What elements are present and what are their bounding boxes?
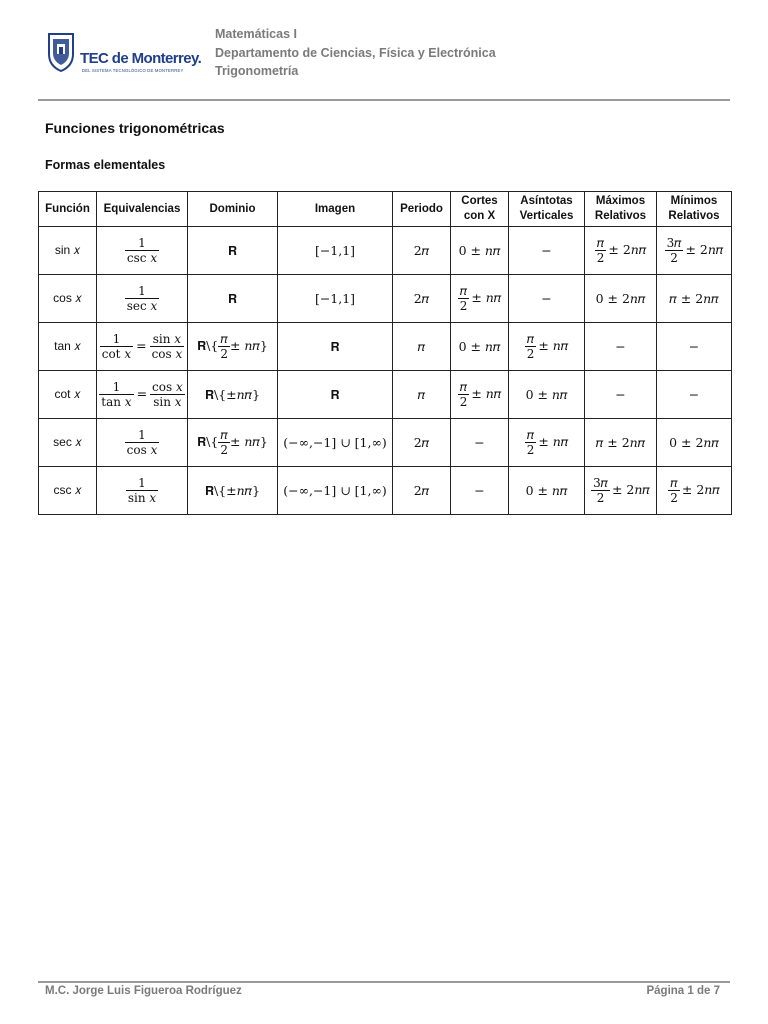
fraction-denominator: cos 𝑥 [126, 443, 158, 457]
fraction [665, 236, 684, 265]
fraction-numerator: 𝜋 [525, 332, 537, 347]
cell-periodo: 𝜋 [393, 323, 451, 371]
cell-maximos [585, 323, 657, 371]
cell-asintotas [509, 371, 585, 419]
fraction-numerator: 𝜋 [668, 476, 680, 491]
fraction-denominator: 2 [459, 299, 468, 313]
expression-text: 0 ± 2𝑛𝜋 [669, 434, 719, 450]
cell-imagen: (−∞,−1] ∪ [1,∞) [278, 467, 393, 515]
fraction-denominator: 2 [526, 347, 535, 361]
fraction [595, 236, 607, 265]
domain-text: 𝐑\{±𝑛𝜋} [204, 482, 261, 498]
cell-minimos [657, 371, 732, 419]
fraction-denominator: 2 [526, 443, 535, 457]
fraction [458, 284, 470, 313]
cell-imagen: [−1,1] [278, 227, 393, 275]
header-minimos-line2: Relativos [668, 210, 720, 222]
cell-asintotas [509, 467, 585, 515]
cell-maximos [585, 275, 657, 323]
header-maximos-line1: Máximos [595, 195, 646, 207]
domain-tail: ± 𝑛𝜋} [229, 434, 268, 449]
expression-text: − [615, 339, 626, 354]
fraction [218, 332, 230, 361]
fraction-denominator: 2 [596, 251, 605, 265]
fraction [458, 380, 470, 409]
header-asintotas-line2: Verticales [519, 210, 574, 222]
cell-asintotas [509, 227, 585, 275]
fraction-numerator: 𝜋 [218, 428, 230, 443]
table-row [39, 467, 732, 515]
expression-text: 𝜋 ± 2𝑛𝜋 [669, 290, 719, 306]
expression-text: 0 ± 𝑛𝜋 [525, 386, 568, 402]
tec-logo [46, 30, 206, 74]
footer-divider [38, 981, 730, 983]
cell-equivalencias [97, 419, 188, 467]
expression-text: 0 ± 2𝑛𝜋 [595, 290, 646, 306]
expression-text: − [615, 387, 626, 402]
cell-minimos [657, 419, 732, 467]
cell-dominio [188, 371, 278, 419]
cell-cortes [451, 371, 509, 419]
fraction-numerator: 1 [126, 476, 158, 491]
cell-maximos [585, 419, 657, 467]
fraction-numerator: 𝜋 [218, 332, 230, 347]
header-cortes-line1: Cortes [461, 195, 498, 207]
fraction-denominator: cot 𝑥 [101, 347, 132, 361]
expression-text: − [474, 435, 485, 450]
cell-dominio [188, 419, 278, 467]
cell-periodo: 2𝜋 [393, 227, 451, 275]
cell-cortes [451, 419, 509, 467]
domain-text: 𝐑\{ [197, 338, 219, 353]
cell-equivalencias [97, 323, 188, 371]
cell-imagen: (−∞,−1] ∪ [1,∞) [278, 419, 393, 467]
expression-text: ± 𝑛𝜋 [471, 386, 502, 401]
cell-periodo: 2𝜋 [393, 467, 451, 515]
fraction-denominator: sec 𝑥 [126, 299, 158, 313]
fraction [125, 284, 160, 313]
table-row [39, 419, 732, 467]
table-row [39, 323, 732, 371]
expression-text: ± 2𝑛𝜋 [685, 242, 724, 257]
fraction-denominator: 2 [670, 251, 678, 265]
cell-periodo: 𝜋 [393, 371, 451, 419]
page-header [0, 0, 768, 100]
fraction-numerator: 1 [125, 284, 160, 299]
header-maximos [585, 192, 657, 227]
expression-text: ± 𝑛𝜋 [471, 290, 502, 305]
expression-text: 0 ± 𝑛𝜋 [458, 338, 501, 354]
cell-periodo: 2𝜋 [393, 275, 451, 323]
logo-brand: TEC de Monterrey. [80, 50, 202, 67]
cell-cortes [451, 275, 509, 323]
expression-text: − [688, 387, 700, 402]
cell-maximos [585, 371, 657, 419]
cell-asintotas [509, 275, 585, 323]
cell-cortes [451, 467, 509, 515]
expression-text: ± 2𝑛𝜋 [611, 482, 650, 497]
cell-maximos [585, 467, 657, 515]
fraction-denominator: 2 [220, 443, 228, 457]
cell-equivalencias [97, 371, 188, 419]
fraction-numerator: 𝜋 [458, 380, 470, 395]
domain-tail: ± 𝑛𝜋} [229, 338, 268, 353]
header-imagen: Imagen [278, 192, 393, 227]
cell-funcion: cos 𝑥 [39, 275, 97, 323]
fraction-numerator: cos 𝑥 [152, 380, 183, 394]
domain-text: 𝐑\{±𝑛𝜋} [204, 386, 261, 402]
header-cortes-line2: con X [463, 210, 496, 222]
expression-text: − [474, 483, 485, 498]
cell-minimos [657, 275, 732, 323]
fraction-denominator: 2 [596, 491, 605, 505]
expression-text: − [688, 339, 700, 354]
footer-author: M.C. Jorge Luis Figueroa Rodríguez [45, 985, 242, 997]
header-equivalencias: Equivalencias [97, 192, 188, 227]
page-title: Funciones trigonométricas [45, 120, 225, 136]
cell-periodo: 2𝜋 [393, 419, 451, 467]
expression-text: ± 𝑛𝜋 [538, 434, 569, 449]
expression-text: − [541, 243, 552, 258]
fraction-denominator: sin 𝑥 [153, 395, 182, 409]
expression-text: 0 ± 𝑛𝜋 [458, 242, 501, 258]
section-subtitle: Formas elementales [45, 158, 166, 172]
cell-imagen: [−1,1] [278, 275, 393, 323]
fraction [668, 476, 680, 505]
expression-text: 𝜋 ± 2𝑛𝜋 [595, 434, 646, 450]
course-name: Matemáticas I [215, 27, 297, 41]
fraction-denominator: cos 𝑥 [151, 347, 183, 361]
trig-functions-table [38, 191, 732, 515]
expression-text: ± 2𝑛𝜋 [681, 482, 720, 497]
fraction-numerator: 3𝜋 [593, 476, 608, 490]
cell-funcion: sec 𝑥 [39, 419, 97, 467]
fraction [218, 428, 230, 457]
domain-text: 𝐑\{ [197, 434, 219, 449]
table-row [39, 275, 732, 323]
cell-funcion: csc 𝑥 [39, 467, 97, 515]
fraction-denominator: 2 [459, 395, 468, 409]
header-maximos-line2: Relativos [594, 210, 647, 222]
cell-imagen: 𝐑 [278, 323, 393, 371]
header-minimos [657, 192, 732, 227]
fraction-denominator: sin 𝑥 [127, 491, 157, 505]
cell-funcion: sin 𝑥 [39, 227, 97, 275]
expression-text: − [541, 291, 552, 306]
cell-dominio [188, 323, 278, 371]
domain-text: 𝐑 [227, 242, 238, 258]
fraction-numerator: 3𝜋 [666, 236, 682, 250]
cell-cortes [451, 323, 509, 371]
tec-seal-icon [46, 30, 76, 72]
cell-funcion: cot 𝑥 [39, 371, 97, 419]
header-dominio: Dominio [188, 192, 278, 227]
topic-name: Trigonometría [215, 64, 299, 78]
table-row [39, 227, 732, 275]
cell-dominio [188, 275, 278, 323]
cell-maximos [585, 227, 657, 275]
fraction [100, 332, 133, 361]
fraction-numerator: 1 [125, 428, 160, 443]
fraction [125, 236, 159, 265]
cell-minimos [657, 227, 732, 275]
footer-page-number: Página 1 de 7 [646, 985, 720, 997]
fraction-denominator: 2 [220, 347, 228, 361]
cell-minimos [657, 323, 732, 371]
fraction-numerator: 1 [125, 236, 159, 251]
fraction-numerator: 𝜋 [525, 428, 537, 443]
fraction [150, 332, 185, 361]
fraction-denominator: 2 [670, 491, 678, 505]
fraction [99, 380, 133, 409]
fraction-numerator: 𝜋 [595, 236, 607, 251]
header-asintotas-line1: Asíntotas [520, 195, 573, 207]
table-header-row [39, 192, 732, 227]
fraction-numerator: 1 [99, 380, 133, 395]
expression-text: ± 2𝑛𝜋 [608, 242, 647, 257]
cell-cortes [451, 227, 509, 275]
cell-dominio [188, 227, 278, 275]
fraction-denominator: csc 𝑥 [126, 251, 158, 265]
fraction-numerator: 𝜋 [458, 284, 470, 299]
fraction-numerator: 1 [100, 332, 133, 347]
header-text [215, 25, 496, 81]
fraction-denominator: tan 𝑥 [101, 395, 132, 409]
cell-equivalencias [97, 227, 188, 275]
expression-text: ± 𝑛𝜋 [538, 338, 569, 353]
header-minimos-line1: Mínimos [670, 195, 718, 207]
fraction-numerator: sin 𝑥 [150, 332, 185, 347]
cell-minimos [657, 467, 732, 515]
cell-equivalencias [97, 467, 188, 515]
equals-sign: = [136, 338, 147, 353]
fraction [150, 380, 185, 409]
department-name: Departamento de Ciencias, Física y Electrónica [215, 45, 496, 60]
expression-text: 0 ± 𝑛𝜋 [525, 482, 568, 498]
cell-equivalencias [97, 275, 188, 323]
header-cortes [451, 192, 509, 227]
table-row [39, 371, 732, 419]
header-funcion: Función [39, 192, 97, 227]
cell-funcion: tan 𝑥 [39, 323, 97, 371]
header-periodo: Periodo [393, 192, 451, 227]
domain-text: 𝐑 [227, 290, 238, 306]
fraction [126, 476, 158, 505]
cell-asintotas [509, 419, 585, 467]
fraction [591, 476, 610, 505]
cell-dominio [188, 467, 278, 515]
cell-asintotas [509, 323, 585, 371]
header-asintotas [509, 192, 585, 227]
table-body [39, 227, 732, 515]
fraction [525, 428, 537, 457]
equals-sign: = [136, 386, 148, 401]
fraction [125, 428, 160, 457]
cell-imagen: 𝐑 [278, 371, 393, 419]
header-divider [38, 99, 730, 101]
fraction [525, 332, 537, 361]
logo-tagline: DEL SISTEMA TECNOLÓGICO DE MONTERREY [82, 68, 184, 73]
